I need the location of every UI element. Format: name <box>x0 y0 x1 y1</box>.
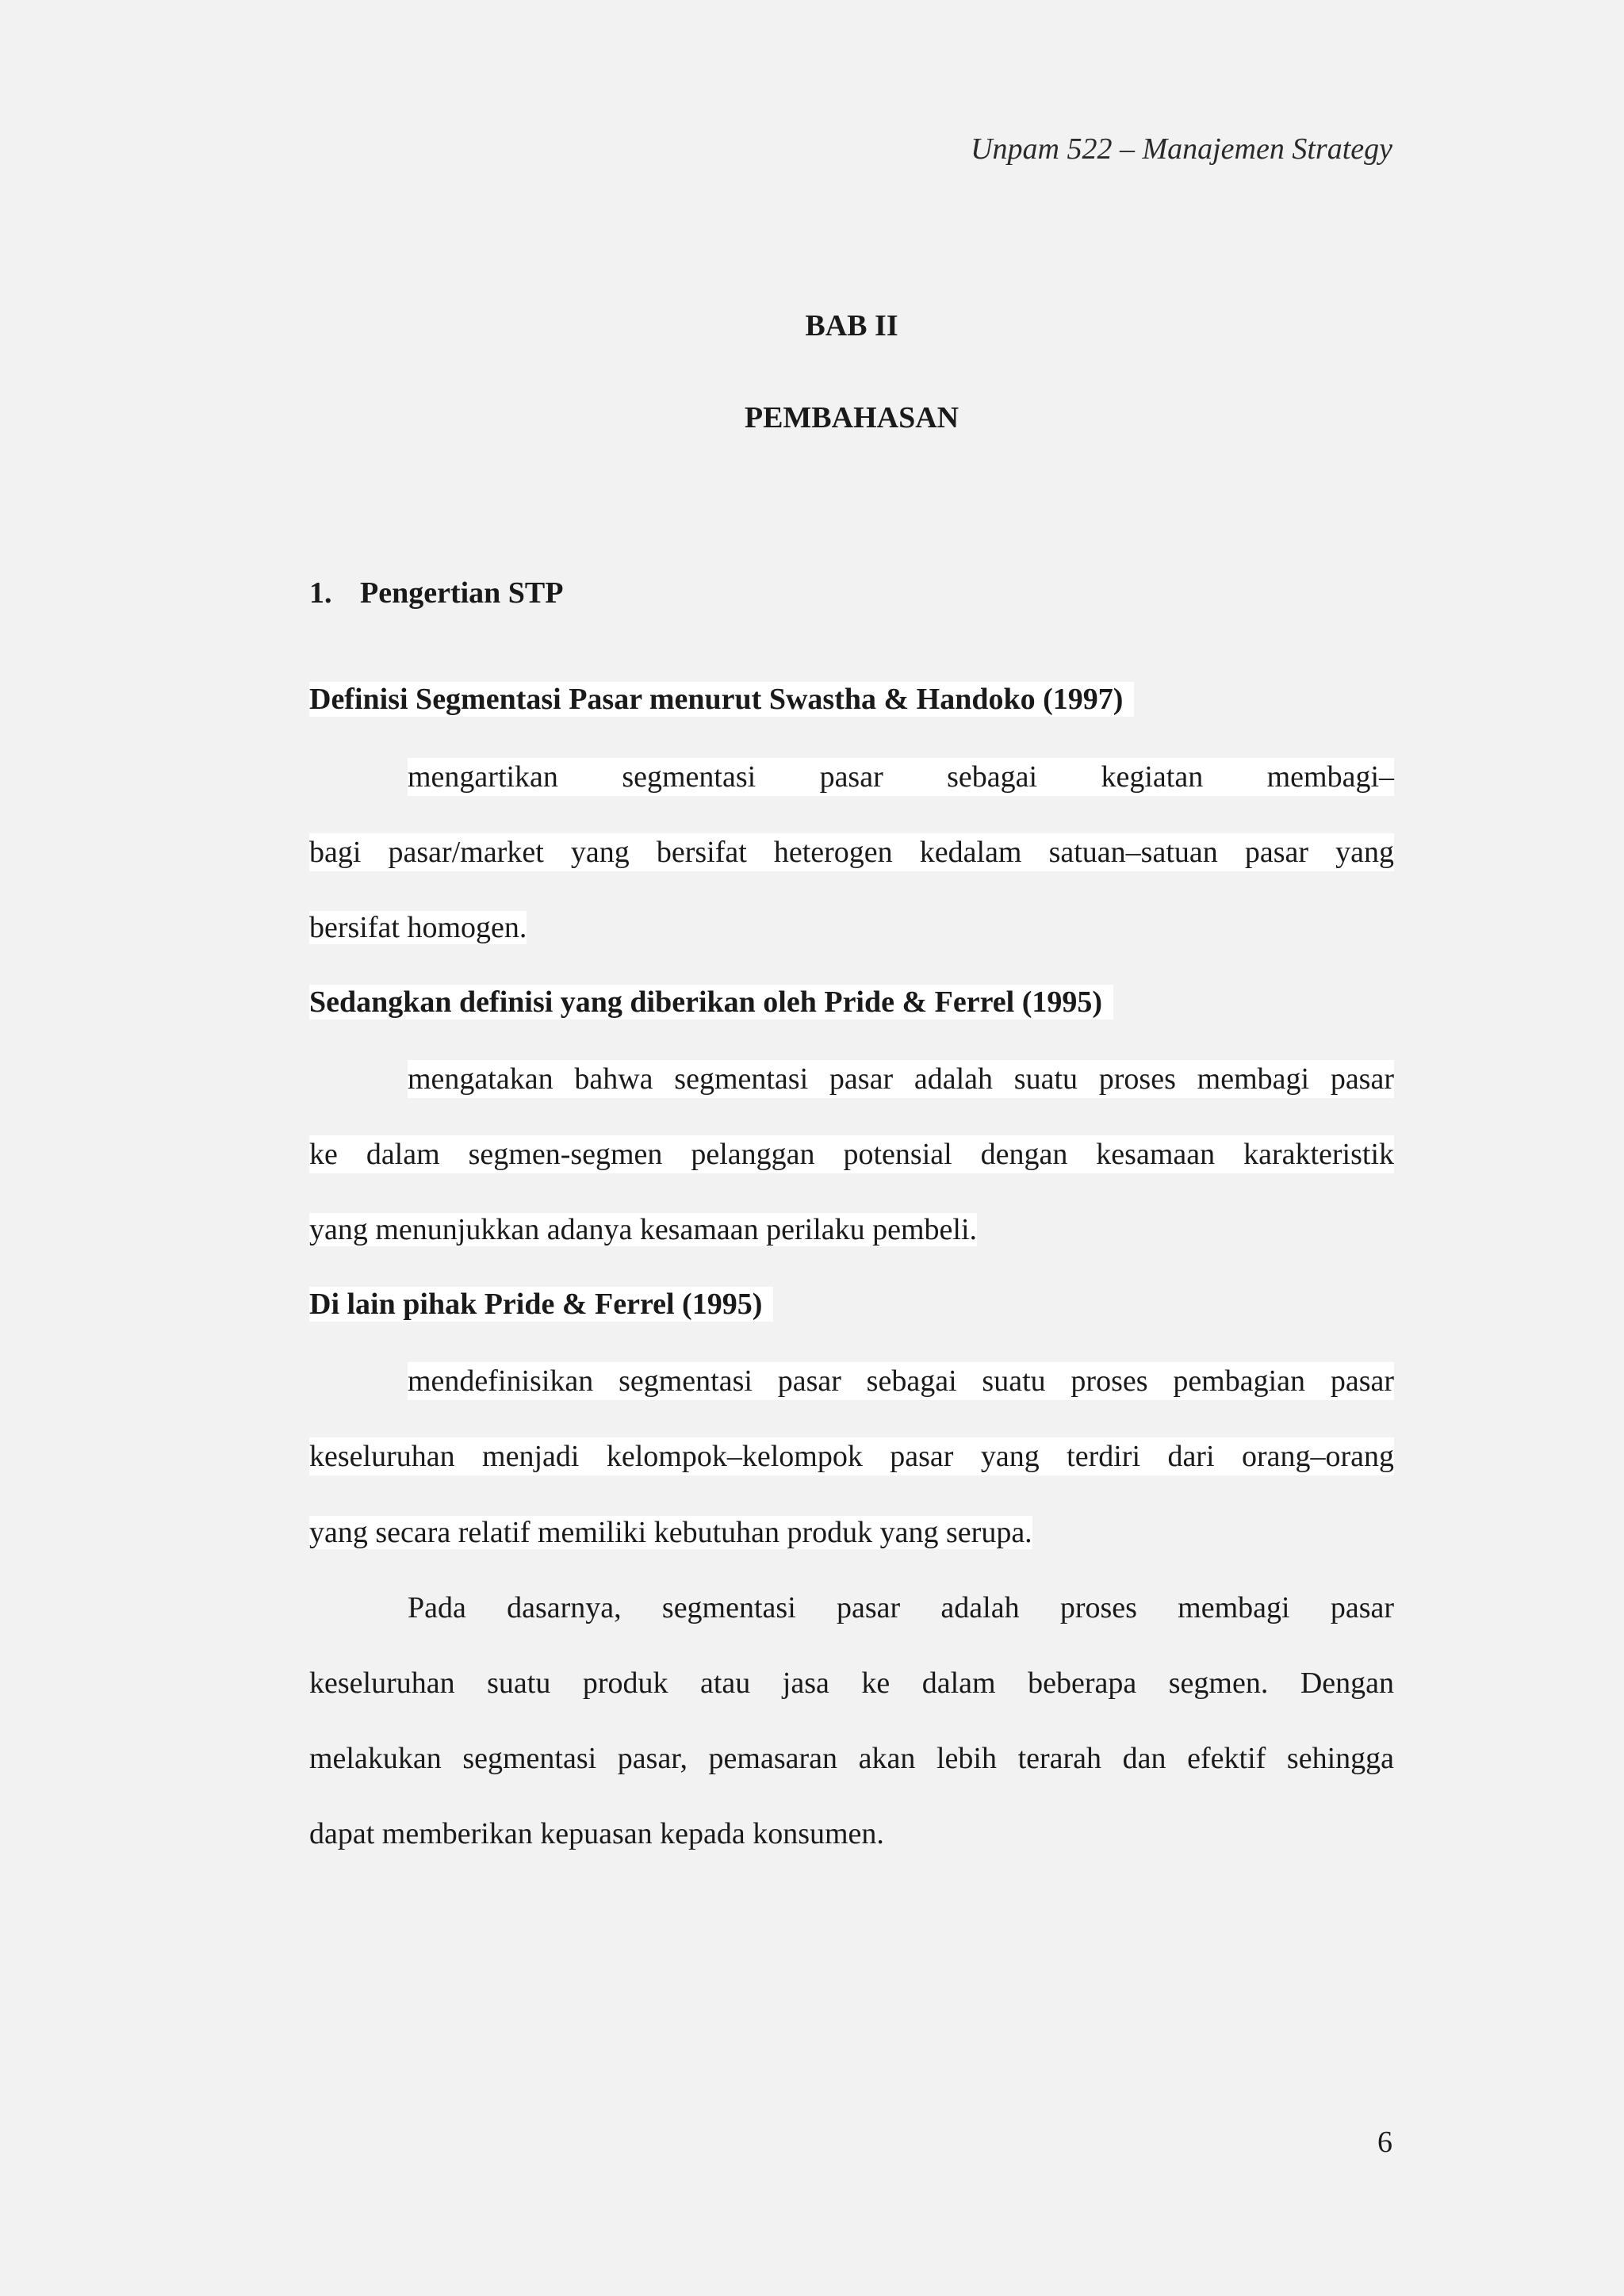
definition-line-text: bersifat homogen. <box>309 911 527 944</box>
definition-line: ke dalam segmen-segmen pelanggan potensial dengan kesamaan karakteristik <box>309 1135 1394 1173</box>
summary-line: keseluruhan suatu produk atau jasa ke dalam beberapa segmen. Dengan <box>309 1667 1394 1700</box>
definition-line: mengatakan bahwa segmentasi pasar adalah suatu proses membagi pasar <box>408 1060 1394 1098</box>
summary-line: Pada dasarnya, segmentasi pasar adalah proses membagi pasar <box>408 1591 1394 1624</box>
definition-line: bagi pasar/market yang bersifat heterogen kedalam satuan–satuan pasar yang <box>309 833 1394 871</box>
definition-line <box>309 909 1394 947</box>
definition-line-text: yang secara relatif memiliki kebutuhan produk yang serupa. <box>309 1516 1032 1549</box>
summary-line: dapat memberikan kepuasan kepada konsumen. <box>309 1817 884 1850</box>
section-heading <box>309 576 563 610</box>
chapter-title: PEMBAHASAN <box>744 401 959 434</box>
definition-heading: Definisi Segmentasi Pasar menurut Swastha & Handoko (1997) <box>309 682 1134 717</box>
definition-line <box>309 1211 1394 1249</box>
definition-line-text: yang menunjukkan adanya kesamaan perilaku pembeli. <box>309 1213 978 1246</box>
definition-line: mendefinisikan segmentasi pasar sebagai suatu proses pembagian pasar <box>408 1362 1394 1400</box>
running-header: Unpam 522 – Manajemen Strategy <box>971 132 1392 166</box>
page-number: 6 <box>1377 2126 1392 2159</box>
section-number: 1. <box>309 576 332 610</box>
definition-heading: Sedangkan definisi yang diberikan oleh Pride & Ferrel (1995) <box>309 985 1113 1020</box>
definition-heading: Di lain pihak Pride & Ferrel (1995) <box>309 1287 773 1322</box>
section-title: Pengertian STP <box>360 576 564 610</box>
summary-line: melakukan segmentasi pasar, pemasaran akan lebih terarah dan efektif sehingga <box>309 1742 1394 1775</box>
chapter-number: BAB II <box>805 309 898 342</box>
definition-line: keseluruhan menjadi kelompok–kelompok pasar yang terdiri dari orang–orang <box>309 1437 1394 1475</box>
definition-line <box>309 1513 1394 1552</box>
definition-line: mengartikan segmentasi pasar sebagai kegiatan membagi– <box>408 758 1394 796</box>
